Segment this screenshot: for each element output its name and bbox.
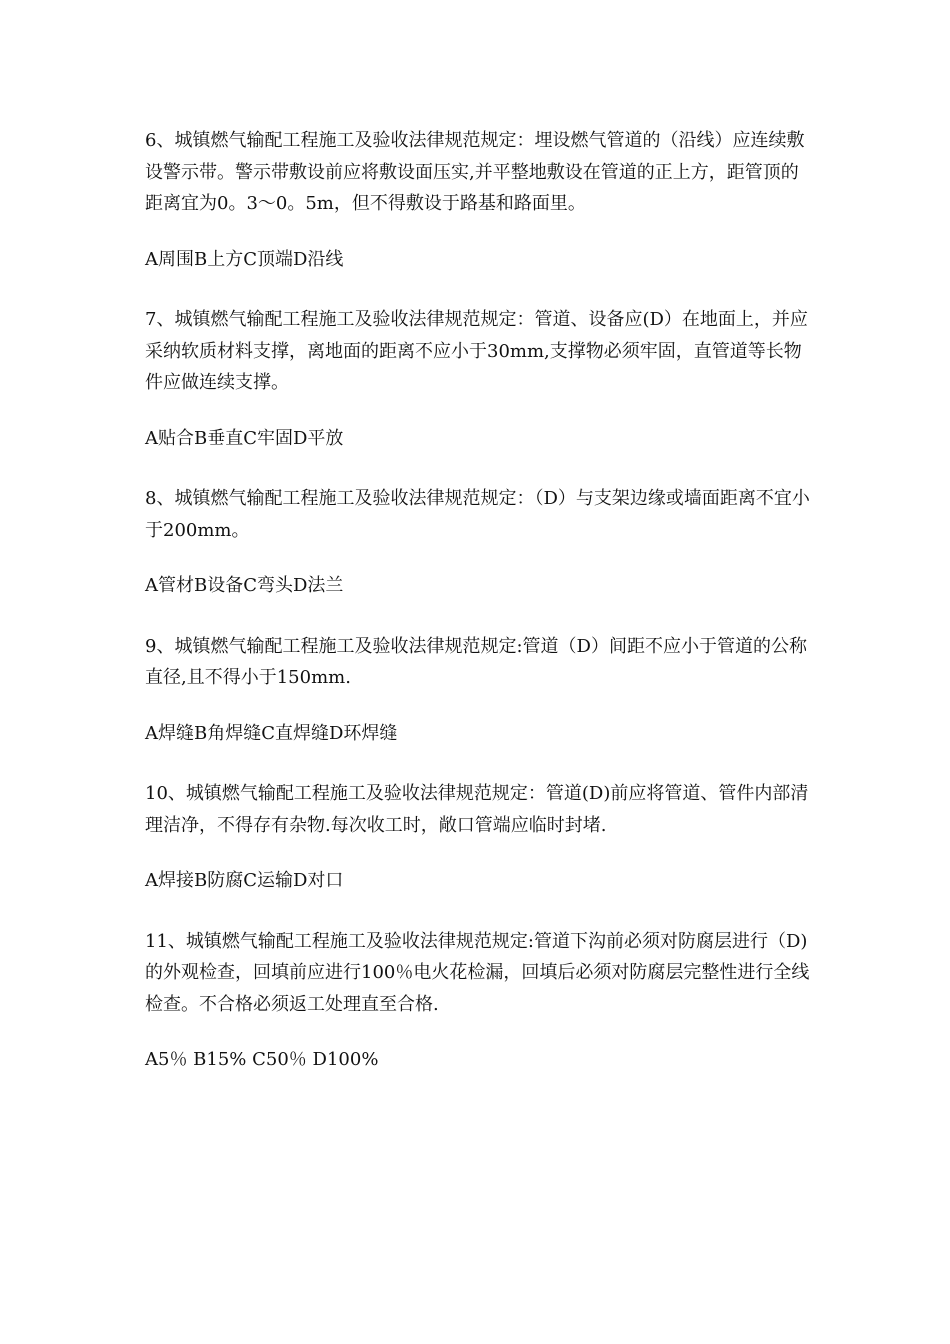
question-11-text: 11、城镇燃气输配工程施工及验收法律规范规定:管道下沟前必须对防腐层进行（D)的外观检查，回填前应进行100％电火花检漏，回填后必须对防腐层完整性进行全线检查。不合格必须返工处理直至合格.	[145, 930, 810, 1015]
question-8-text: 8、城镇燃气输配工程施工及验收法律规范规定：（D）与支架边缘或墙面距离不宜小于200mm。	[145, 488, 810, 541]
question-10-text: 10、城镇燃气输配工程施工及验收法律规范规定：管道(D)前应将管道、管件内部清理洁净，不得存有杂物.每次收工时，敞口管端应临时封堵.	[145, 783, 809, 836]
question-9-options: A焊缝B角焊缝C直焊缝D环焊缝	[145, 722, 398, 744]
question-7-options: A贴合B垂直C牢固D平放	[145, 427, 344, 449]
question-10-options: A焊接B防腐C运输D对口	[145, 870, 344, 891]
document-page	[145, 125, 810, 1076]
question-6-options: A周围B上方C顶端D沿线	[145, 248, 344, 270]
question-6-text: 6、城镇燃气输配工程施工及验收法律规范规定：埋设燃气管道的（沿线）应连续敷设警示带。警示带敷设前应将敷设面压实,并平整地敷设在管道的正上方，距管顶的距离宜为0。3～0。5m，但不得敷设于路基和路面里。	[145, 130, 805, 214]
question-9-text: 9、城镇燃气输配工程施工及验收法律规范规定:管道（D）间距不应小于管道的公称直径,且不得小于150mm.	[145, 635, 807, 688]
question-7-text: 7、城镇燃气输配工程施工及验收法律规范规定：管道、设备应(D）在地面上，并应采纳软质材料支撑，离地面的距离不应小于30mm,支撑物必须牢固，直管道等长物件应做连续支撑。	[145, 309, 808, 393]
question-8-options: A管材B设备C弯头D法兰	[145, 575, 344, 596]
question-11-options: A5％ B15% C50％ D100%	[145, 1049, 379, 1070]
